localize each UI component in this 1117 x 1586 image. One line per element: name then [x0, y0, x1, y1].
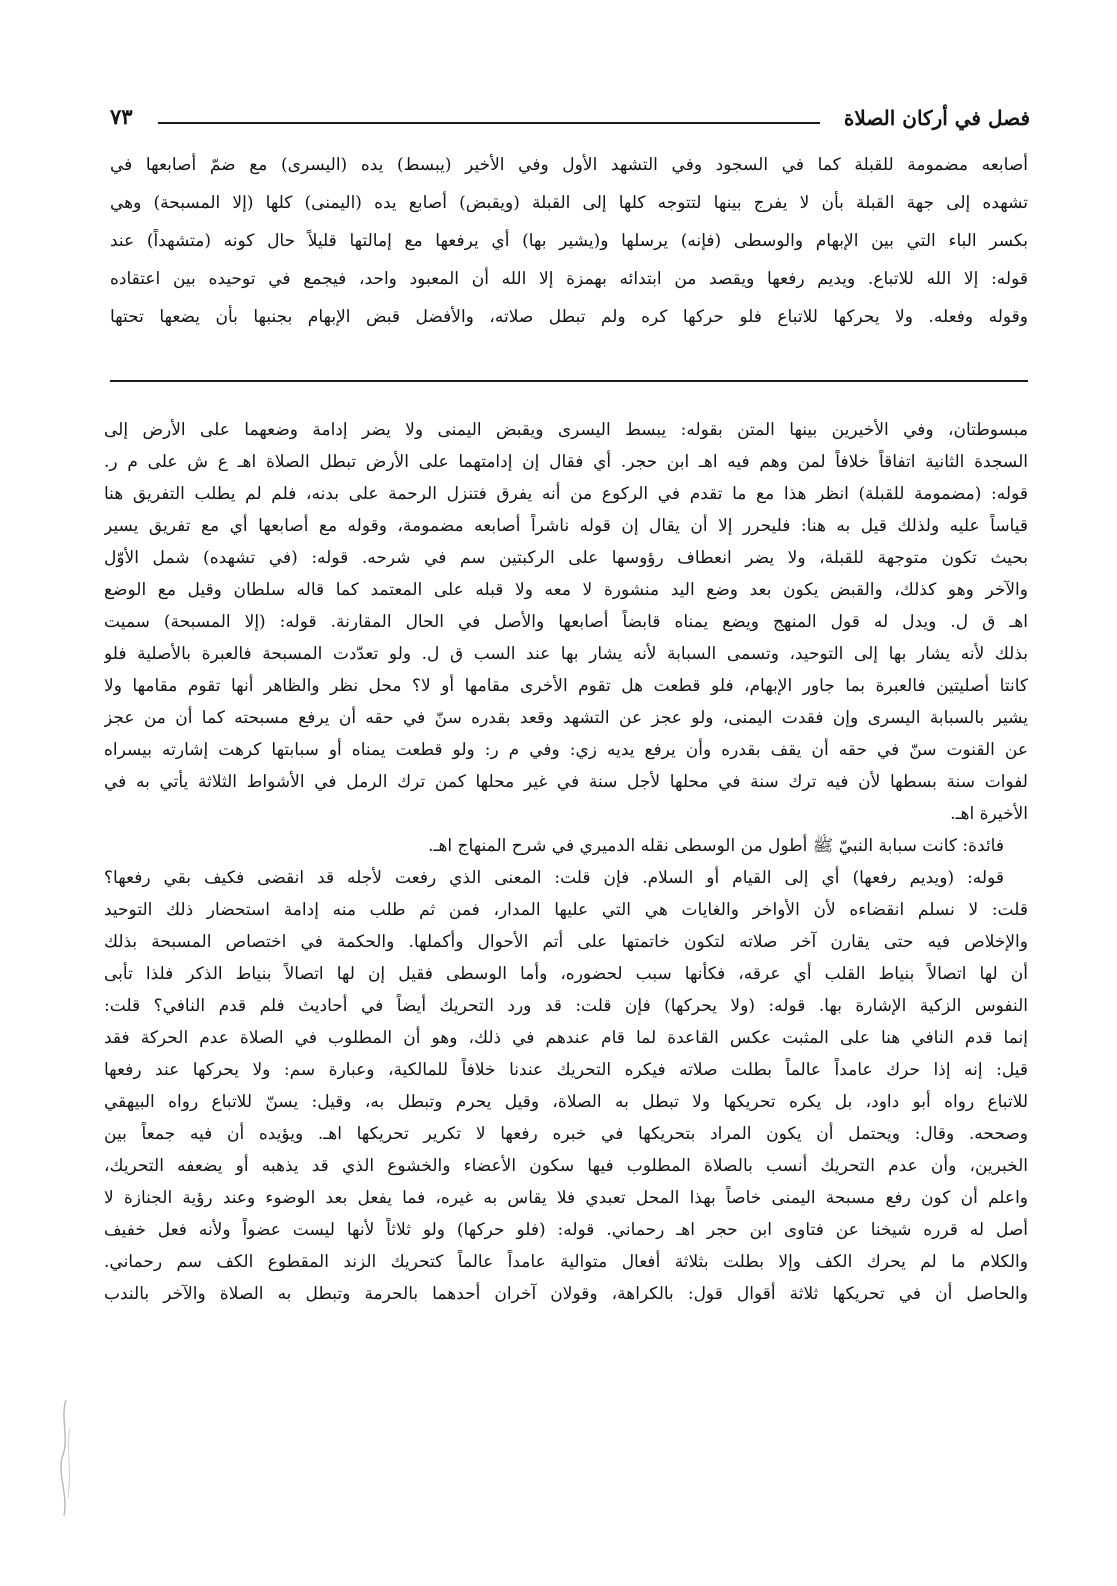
hashiya-line: أصل له قرره شيخنا عن فتاوى ابن حجر اهـ رحماني. قوله: (فلو حركها) ولو ثلاثاً لأنها ليست عضواً ولأنه فعل خفيف	[104, 1220, 1028, 1240]
hashiya-line: والحاصل أن في تحريكها ثلاثة أقوال قول: بالكراهة، وقولان آخران أحدهما بالحرمة وتبطل به الصلاة والآخر بالندب	[104, 1284, 1028, 1304]
hashiya-line: بذلك لأنه يشار بها إلى التوحيد، وتسمى السبابة لأنه يشار بها عند السب ق ل. ولو تعدّدت المسبحة فالعبرة بالأصلية فلو	[104, 644, 1028, 664]
hashiya-line: الخبرين، وأن عدم التحريك أنسب بالصلاة المطلوب فيها سكون الأعضاء والخشوع الذي قد يذهبه أو يضعفه التحريك،	[104, 1156, 1028, 1176]
page-number: ٧٣	[110, 104, 133, 129]
fawaid-note: فائدة: كانت سبابة النبيّ ﷺ أطول من الوسطى نقله الدميري في شرح المنهاج اهـ.	[428, 836, 1004, 856]
hashiya-line: قياساً عليه ولذلك قيل به هنا: فليحرر إلا أن يقال إن قوله ناشراً أصابعه مضمومة، وقوله مع أصابعها أي مع تفريق يسير	[104, 516, 1028, 536]
footnote-divider	[110, 380, 1028, 382]
hashiya-line: قلت: لا نسلم انقضاءه لأن الأواخر والغايات هي التي عليها المدار، فمن ثم طلب منه إدامة استحضار ذلك التوحيد	[104, 900, 1028, 920]
running-header	[110, 94, 1030, 140]
hashiya-line: والإخلاص فيه حتى يقارن آخر صلاته لتكون خاتمتها على أتم الأحوال وأكملها. والحكمة في اختصاص المسبحة بذلك	[104, 932, 1028, 952]
hashiya-line: أن لها اتصالاً بنياط القلب أي عرقه، فكأنها سبب لحضوره، وأما الوسطى فقيل إن لها اتصالاً بنياط الذكر فلذا تأبى	[104, 964, 1028, 984]
hashiya-line: كانتا أصليتين فالعبرة بما جاور الإبهام، فلو قطعت هل تقوم الأخرى مقامها أو لا؟ محل نظر والظاهر أنها تقوم مقامها ولا	[104, 676, 1028, 696]
matn-line: بكسر الباء التي بين الإبهام والوسطى (فإنه) يرسلها و(يشير بها) أي يرفعها مع إمالتها قليلاً حال كونه (متشهداً) عند	[110, 231, 1028, 251]
hashiya-line: النفوس الزكية الإشارة بها. قوله: (ولا يحركها) فإن قلت: قد ورد التحريك أيضاً في أحاديث فلم قدم النافي؟ قلت:	[104, 996, 1028, 1016]
hashiya-line: قوله: (ويديم رفعها) أي إلى القيام أو السلام. فإن قلت: المعنى الذي رفعت لأجله قد انقضى فكيف بقي رفعها؟	[104, 868, 1004, 888]
hashiya-line: والكلام ما لم يحرك الكف وإلا بطلت بثلاثة أفعال متوالية عامداً عالماً كتحريك الزند المقطوع الكف سم رحماني.	[104, 1252, 1028, 1272]
hashiya-line: قوله: (مضمومة للقبلة) انظر هذا مع ما تقدم في الركوع من أنه يفرق فتنزل الرحمة على بدنه، فلم لم يطلب التفريق هنا	[104, 484, 1028, 504]
hashiya-line: للاتباع رواه أبو داود، بل يكره تحريكها ولا تبطل به الصلاة، وقيل يحرم وتبطل به، وقيل: يسنّ للاتباع رواه البيهقي	[104, 1092, 1028, 1112]
hashiya-line: بحيث تكون متوجهة للقبلة، ولا يضر انعطاف رؤوسها على الركبتين سم في شرحه. قوله: (في تشهده) شمل الأوّل	[104, 548, 1028, 568]
chapter-title: فصل في أركان الصلاة	[843, 106, 1030, 130]
matn-line: تشهده إلى جهة القبلة بأن لا يفرج بينها لتتوجه كلها إلى القبلة (ويقبض) أصابع يده (اليمنى) كلها (إلا المسبحة) وهي	[110, 193, 1028, 213]
hashiya-line: قيل: إنه إذا حرك عامداً عالماً بطلت صلاته فيكره التحريك عندنا خلافاً للمالكية، وعبارة سم: ولا يحركها عند رفعها	[104, 1060, 1028, 1080]
header-rule	[158, 122, 820, 124]
hashiya-line: إنما قدم النافي هنا على المثبت عكس القاعدة لما قام عندهم في ذلك، وهو أن المطلوب في الصلاة عدم الحركة فقد	[104, 1028, 1028, 1048]
hashiya-line: السجدة الثانية اتفاقاً خلافاً لمن وهم فيه اهـ ابن حجر. أي فقال إن إدامتهما على الأرض تبطل الصلاة اهـ ع ش على م ر.	[104, 452, 1028, 472]
hashiya-line: والآخر وهو كذلك، والقبض يكون بعد وضع اليد منشورة لا معه ولا قبله على المعتمد كما قاله سلطان وقيل مع الوضع	[104, 580, 1028, 600]
matn-line: أصابعه مضمومة للقبلة كما في السجود وفي التشهد الأول وفي الأخير (يبسط) يده (اليسرى) مع ضمّ أصابعها في	[110, 155, 1028, 175]
hashiya-line: لفوات سنة بسطها لأن فيه ترك سنة في محلها لأجل سنة في غير محلها كمن ترك الرمل في الأشواط الثلاثة يأتي به في	[104, 772, 1028, 792]
hashiya-line: اهـ ق ل. ويدل له قول المنهج ويضع يمناه قابضاً أصابعها والأصل في الحال المقارنة. قوله: (إلا المسبحة) سميت	[104, 612, 1028, 632]
hashiya-line: الأخيرة اهـ.	[950, 804, 1028, 824]
matn-line: وقوله وفعله. ولا يحركها للاتباع فلو حركها كره ولم تبطل صلاته، والأفضل قبض الإبهام بجنبها بأن يضعها تحتها	[110, 307, 1028, 327]
hashiya-line: يشير بالسبابة اليسرى وإن فقدت اليمنى، ولو عجز عن التشهد وقعد بقدره سنّ في حقه أن يرفع مسبحته كما أن من عجز	[104, 708, 1028, 728]
hashiya-line: واعلم أن كون رفع مسبحة اليمنى خاصاً بهذا المحل تعبدي فلا يقاس به غيره، فما يفعل بعد الوضوء وعند رؤية الجنازة لا	[104, 1188, 1028, 1208]
margin-scan-artifact	[54, 1398, 76, 1518]
matn-line: قوله: إلا الله للاتباع. ويديم رفعها ويقصد من ابتدائه بهمزة إلا الله أن المعبود واحد، فيجمع في توحيده بين اعتقاده	[110, 269, 1028, 289]
hashiya-line: مبسوطتان، وفي الأخيرين بينها المتن بقوله: يبسط اليسرى ويقبض اليمنى ولا يضر إدامة وضعهما على الأرض إلى	[104, 420, 1028, 440]
hashiya-line: عن القنوت سنّ في حقه أن يقف بقدره وأن يرفع يديه زي: وفي م ر: ولو قطعت يمناه أو سبابتها كرهت إشارته بيسراه	[104, 740, 1028, 760]
hashiya-line: وصححه. وقال: ويحتمل أن يكون المراد بتحريكها في خبره رفعها لا تكرير تحريكها اهـ. ويؤيده أن فيه جمعاً بين	[104, 1124, 1028, 1144]
